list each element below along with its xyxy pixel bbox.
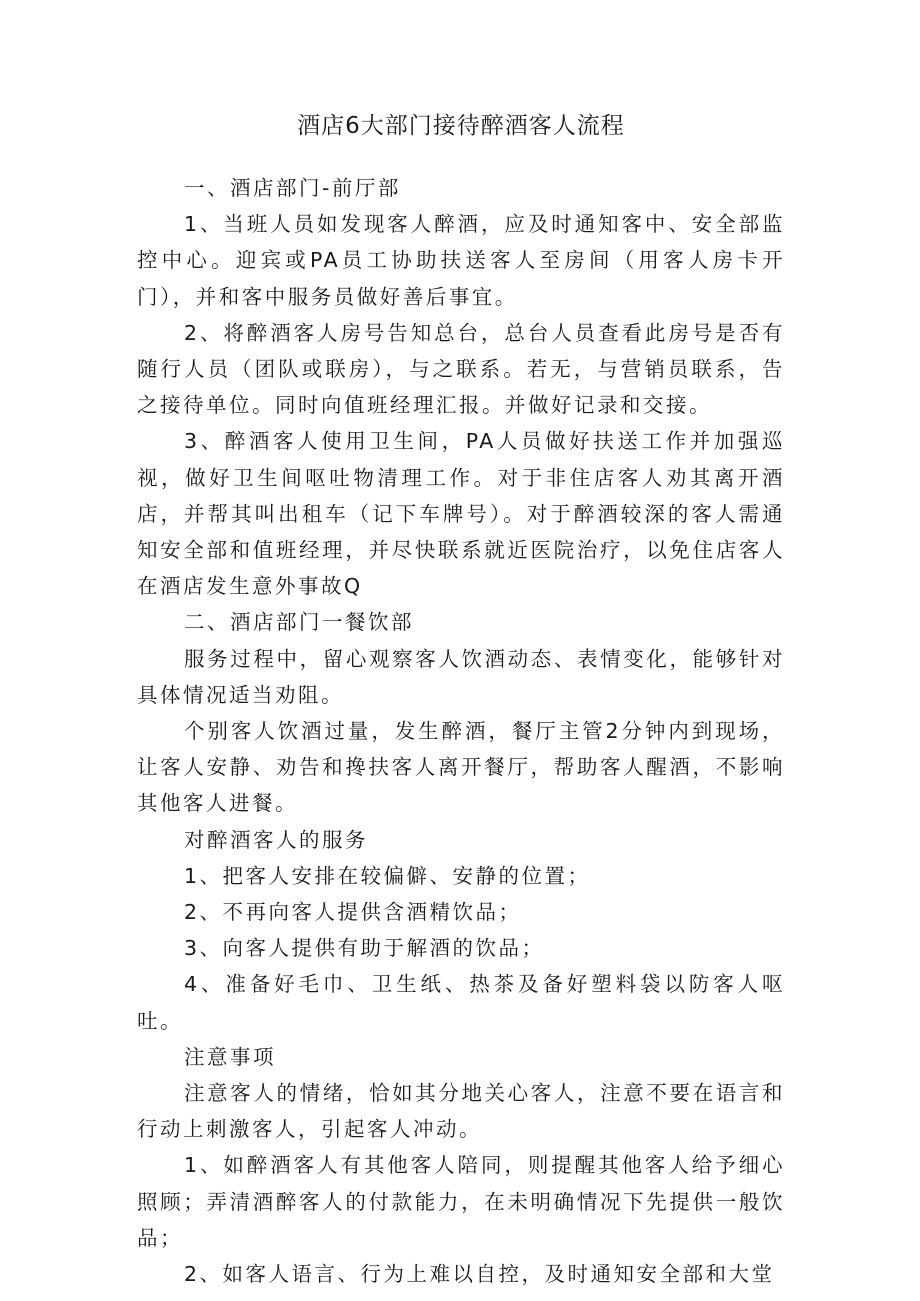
list-item: 1、把客人安排在较偏僻、安静的位置； (184, 863, 591, 888)
list-item: 1、如醉酒客人有其他客人陪同，则提醒其他客人给予细心照顾；弄清酒醉客人的付款能力，在未明确情况下先提供一般饮品； (137, 1153, 785, 1250)
paragraph: 1、当班人员如发现客人醉酒，应及时通知客中、安全部监控中心。迎宾或PA员工协助扶送客人至房间（用客人房卡开门），并和客中服务员做好善后事宜。 (137, 212, 785, 309)
list-item: 2、不再向客人提供含酒精饮品； (184, 900, 522, 925)
paragraph: 服务过程中，留心观察客人饮酒动态、表情变化，能够针对具体情况适当劝阻。 (137, 646, 785, 707)
paragraph: 个别客人饮酒过量，发生醉酒，餐厅主管2分钟内到现场，让客人安静、劝告和搀扶客人离开餐厅，帮助客人醒酒，不影响其他客人进餐。 (137, 719, 785, 816)
paragraph: 2、将醉酒客人房号告知总台，总台人员查看此房号是否有随行人员（团队或联房），与之联系。若无，与营销员联系，告之接待单位。同时向值班经理汇报。并做好记录和交接。 (137, 320, 785, 418)
paragraph: 注意客人的情绪，恰如其分地关心客人，注意不要在语言和行动上刺激客人，引起客人冲动。 (137, 1081, 785, 1142)
list-item: 2、如客人语言、行为上难以自控，及时通知安全部和大堂 (184, 1262, 775, 1287)
document-body (137, 170, 785, 1292)
section-heading-front-office: 一、酒店部门-前厅部 (184, 176, 401, 200)
list-item: 3、向客人提供有助于解酒的饮品； (184, 936, 545, 961)
paragraph: 3、醉酒客人使用卫生间，PA人员做好扶送工作并加强巡视，做好卫生间呕吐物清理工作。对于非住店客人劝其离开酒店，并帮其叫出租车（记下车牌号）。对于醉酒较深的客人需通知安全部和值班经理，并尽快联系就近医院治疗，以免住店客人在酒店发生意外事故Q (137, 429, 785, 599)
list-item: 4、准备好毛巾、卫生纸、热茶及备好塑料袋以防客人呕吐。 (137, 972, 785, 1033)
subheading-notes: 注意事项 (184, 1044, 276, 1069)
section-heading-food-beverage: 二、酒店部门一餐饮部 (184, 610, 414, 635)
document-title: 酒店6大部门接待醉酒客人流程 (297, 113, 625, 139)
subheading-service: 对醉酒客人的服务 (184, 827, 368, 852)
